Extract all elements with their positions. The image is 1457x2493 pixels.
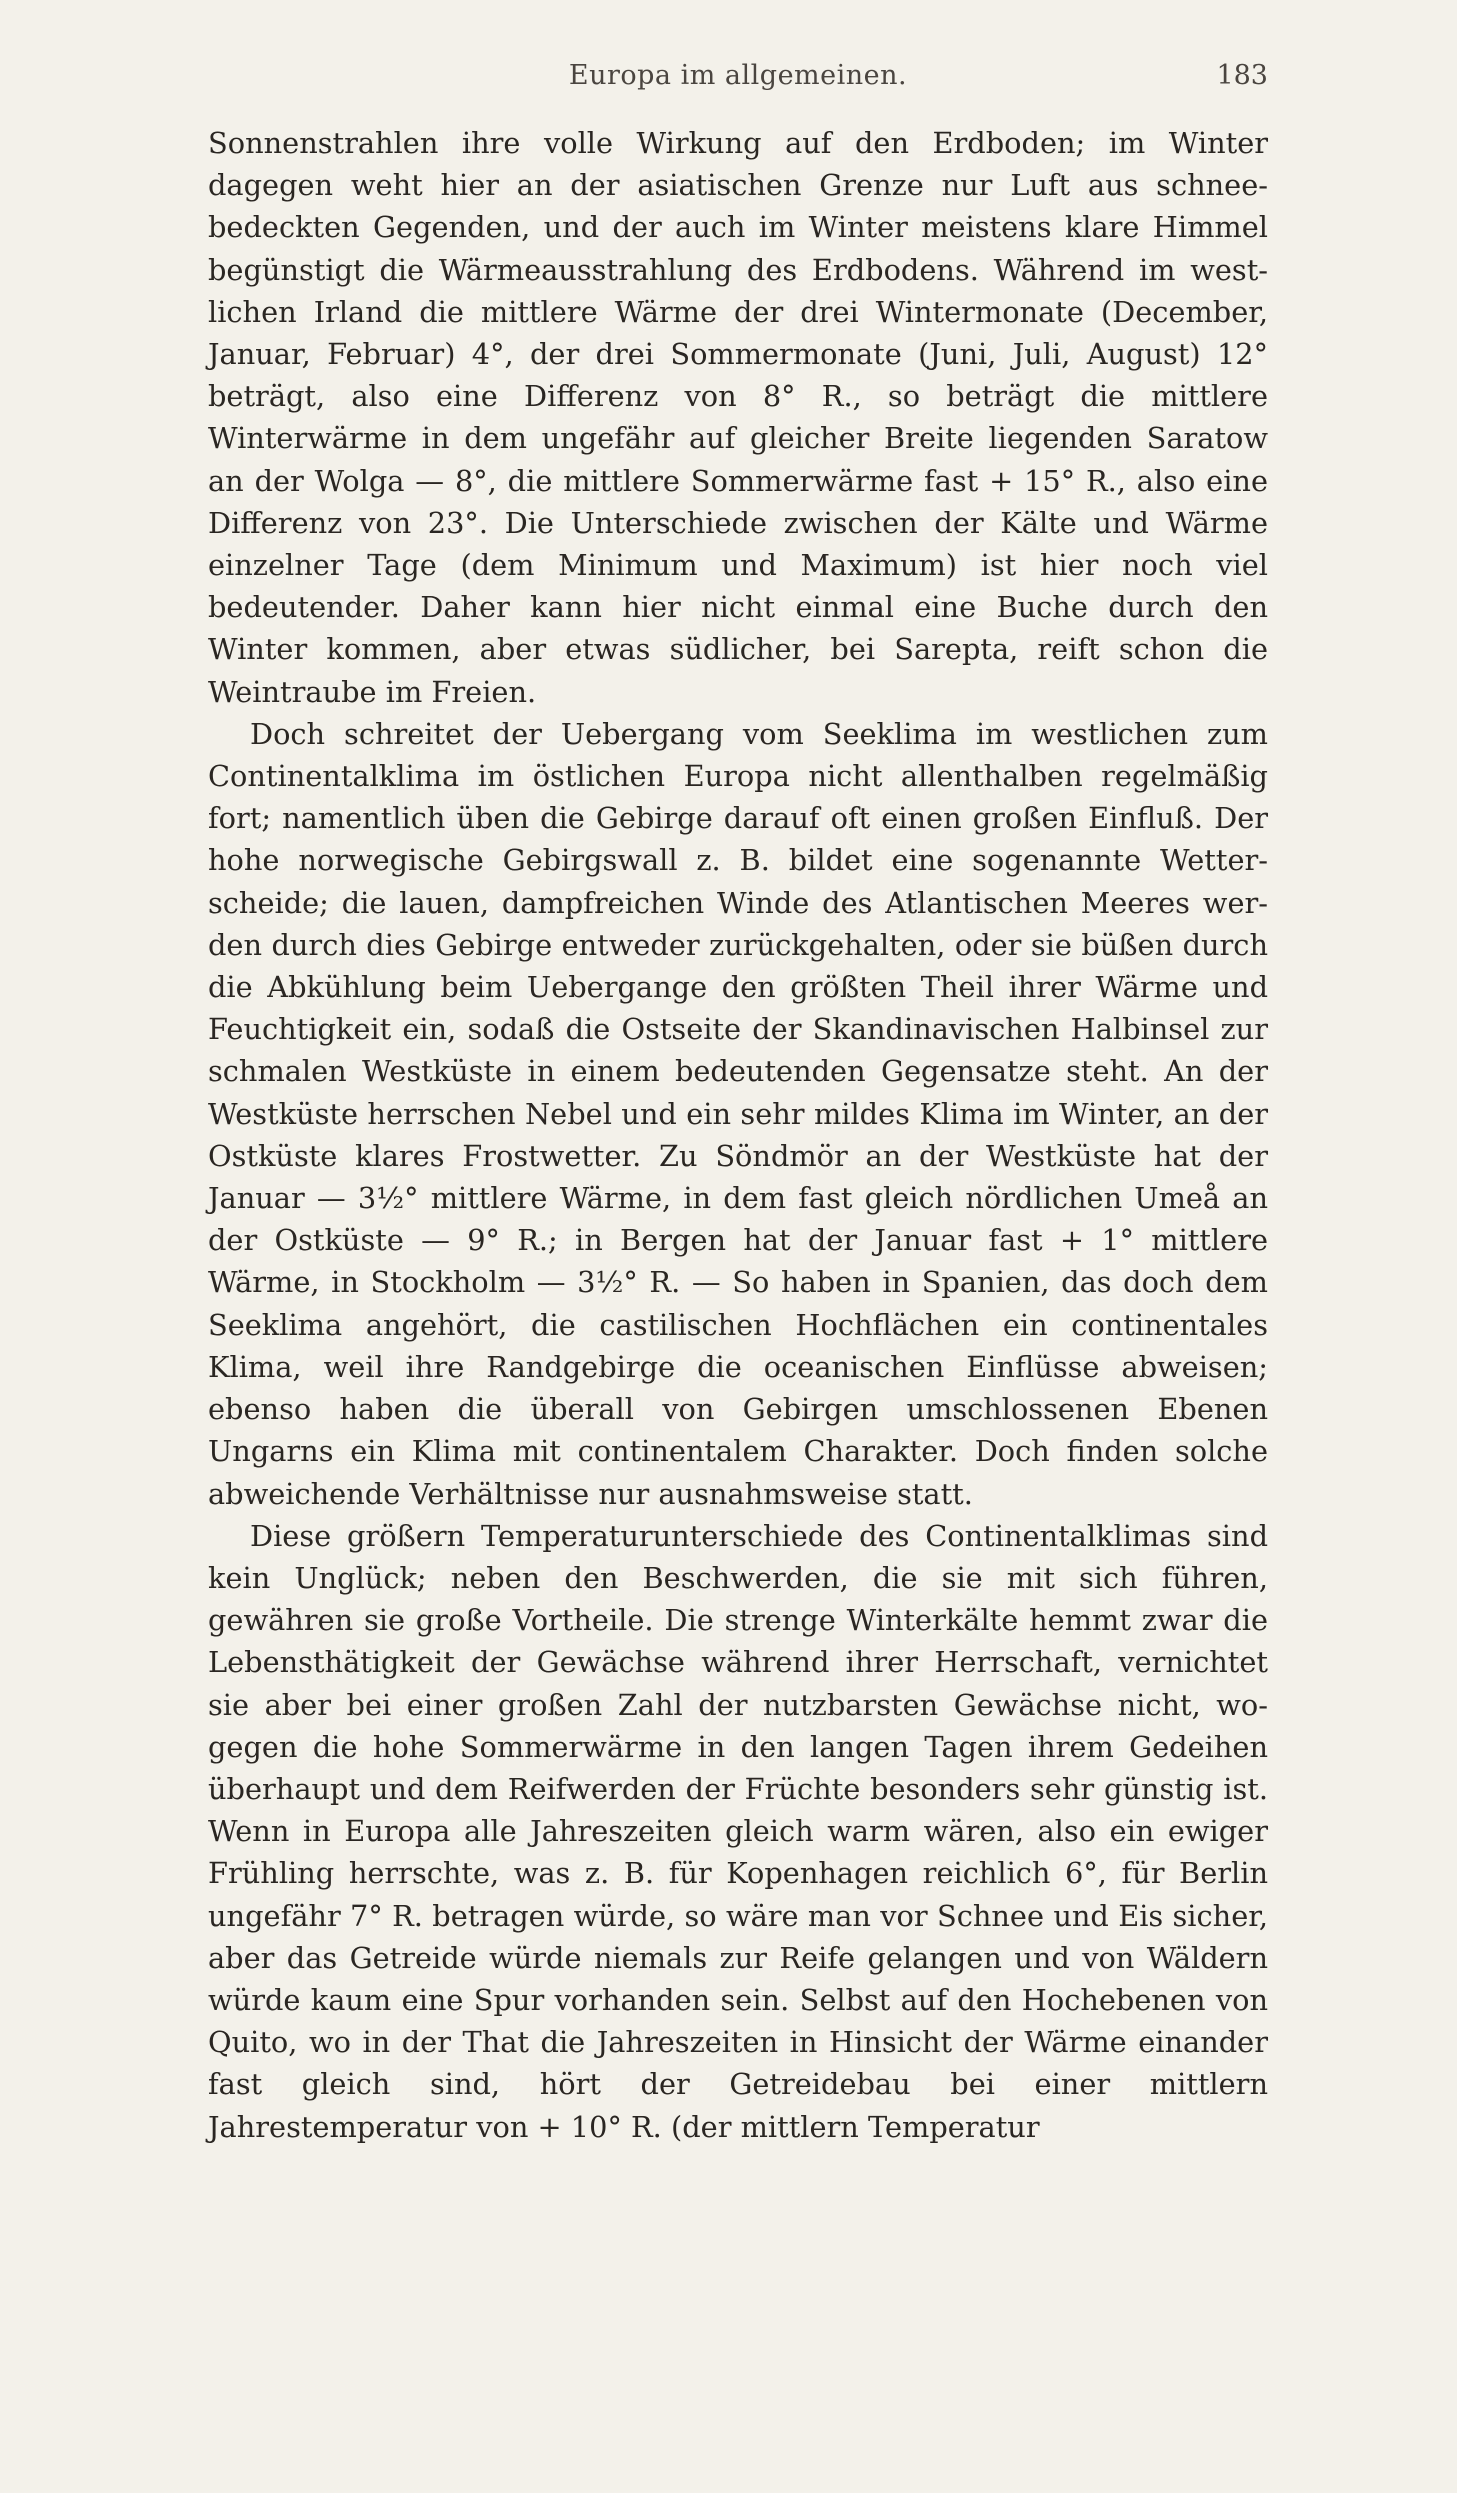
running-title: Europa im allgemeinen.: [568, 60, 908, 91]
paragraph-2: Doch schreitet der Uebergang vom Seeklima im westlichen zum Continentalklima im östlichen Europa nicht allenthalben regelmäßig fort; namentlich üben die Gebirge darauf oft einen großen Einfluß. Der hohe norwegische Gebirgswall z. B. bildet eine sogenannte Wetterscheide; die lauen, dampfreichen Winde des Atlantischen Meeres werden durch dies Gebirge entweder zurückgehalten, oder sie büßen durch die Abkühlung beim Uebergange den größten Theil ihrer Wärme und Feuchtigkeit ein, sodaß die Ostseite der Skandinavischen Halbinsel zur schmalen Westküste in einem bedeutenden Gegensatze steht. An der Westküste herrschen Nebel und ein sehr mildes Klima im Winter, an der Ostküste klares Frostwetter. Zu Söndmör an der Westküste hat der Januar — 3½° mittlere Wärme, in dem fast gleich nördlichen Umeå an der Ostküste — 9° R.; in Bergen hat der Januar fast + 1° mittlere Wärme, in Stockholm — 3½° R. — So haben in Spanien, das doch dem Seeklima angehört, die castilischen Hochflächen ein continentales Klima, weil ihre Randgebirge die oceanischen Einflüsse abweisen; ebenso haben die überall von Gebirgen umschlossenen Ebenen Ungarns ein Klima mit continentalem Charakter. Doch finden solche abweichende Verhältnisse nur ausnahmsweise statt.: [208, 716, 1268, 1511]
running-head: [208, 60, 1268, 100]
page-number: 183: [1216, 60, 1268, 91]
book-page: [208, 60, 1268, 2148]
body-text: [208, 122, 1268, 2148]
paragraph-3: Diese größern Temperaturunterschiede des Continentalklimas sind kein Unglück; neben den Beschwerden, die sie mit sich führen, gewähren sie große Vortheile. Die strenge Winterkälte hemmt zwar die Lebensthätigkeit der Gewächse während ihrer Herrschaft, vernichtet sie aber bei einer großen Zahl der nutzbarsten Gewächse nicht, wogegen die hohe Sommerwärme in den langen Tagen ihrem Gedeihen überhaupt und dem Reifwerden der Früchte besonders sehr günstig ist. Wenn in Europa alle Jahreszeiten gleich warm wären, also ein ewiger Frühling herrschte, was z. B. für Kopenhagen reichlich 6°, für Berlin ungefähr 7° R. betragen würde, so wäre man vor Schnee und Eis sicher, aber das Getreide würde niemals zur Reife gelangen und von Wäldern würde kaum eine Spur vorhanden sein. Selbst auf den Hochebenen von Quito, wo in der That die Jahreszeiten in Hinsicht der Wärme einander fast gleich sind, hört der Getreidebau bei einer mittlern Jahrestemperatur von + 10° R. (der mittlern Temperatur: [208, 1518, 1268, 2144]
paragraph-1: Sonnenstrahlen ihre volle Wirkung auf den Erdboden; im Winter dagegen weht hier an der asiatischen Grenze nur Luft aus schneebedeckten Gegenden, und der auch im Winter meistens klare Himmel begünstigt die Wärmeausstrahlung des Erdbodens. Während im westlichen Irland die mittlere Wärme der drei Wintermonate (December, Januar, Februar) 4°, der drei Sommermonate (Juni, Juli, August) 12° beträgt, also eine Differenz von 8° R., so beträgt die mittlere Winterwärme in dem ungefähr auf gleicher Breite liegenden Saratow an der Wolga — 8°, die mittlere Sommerwärme fast + 15° R., also eine Differenz von 23°. Die Unterschiede zwischen der Kälte und Wärme einzelner Tage (dem Minimum und Maximum) ist hier noch viel bedeutender. Daher kann hier nicht einmal eine Buche durch den Winter kommen, aber etwas südlicher, bei Sarepta, reift schon die Weintraube im Freien.: [208, 126, 1268, 709]
